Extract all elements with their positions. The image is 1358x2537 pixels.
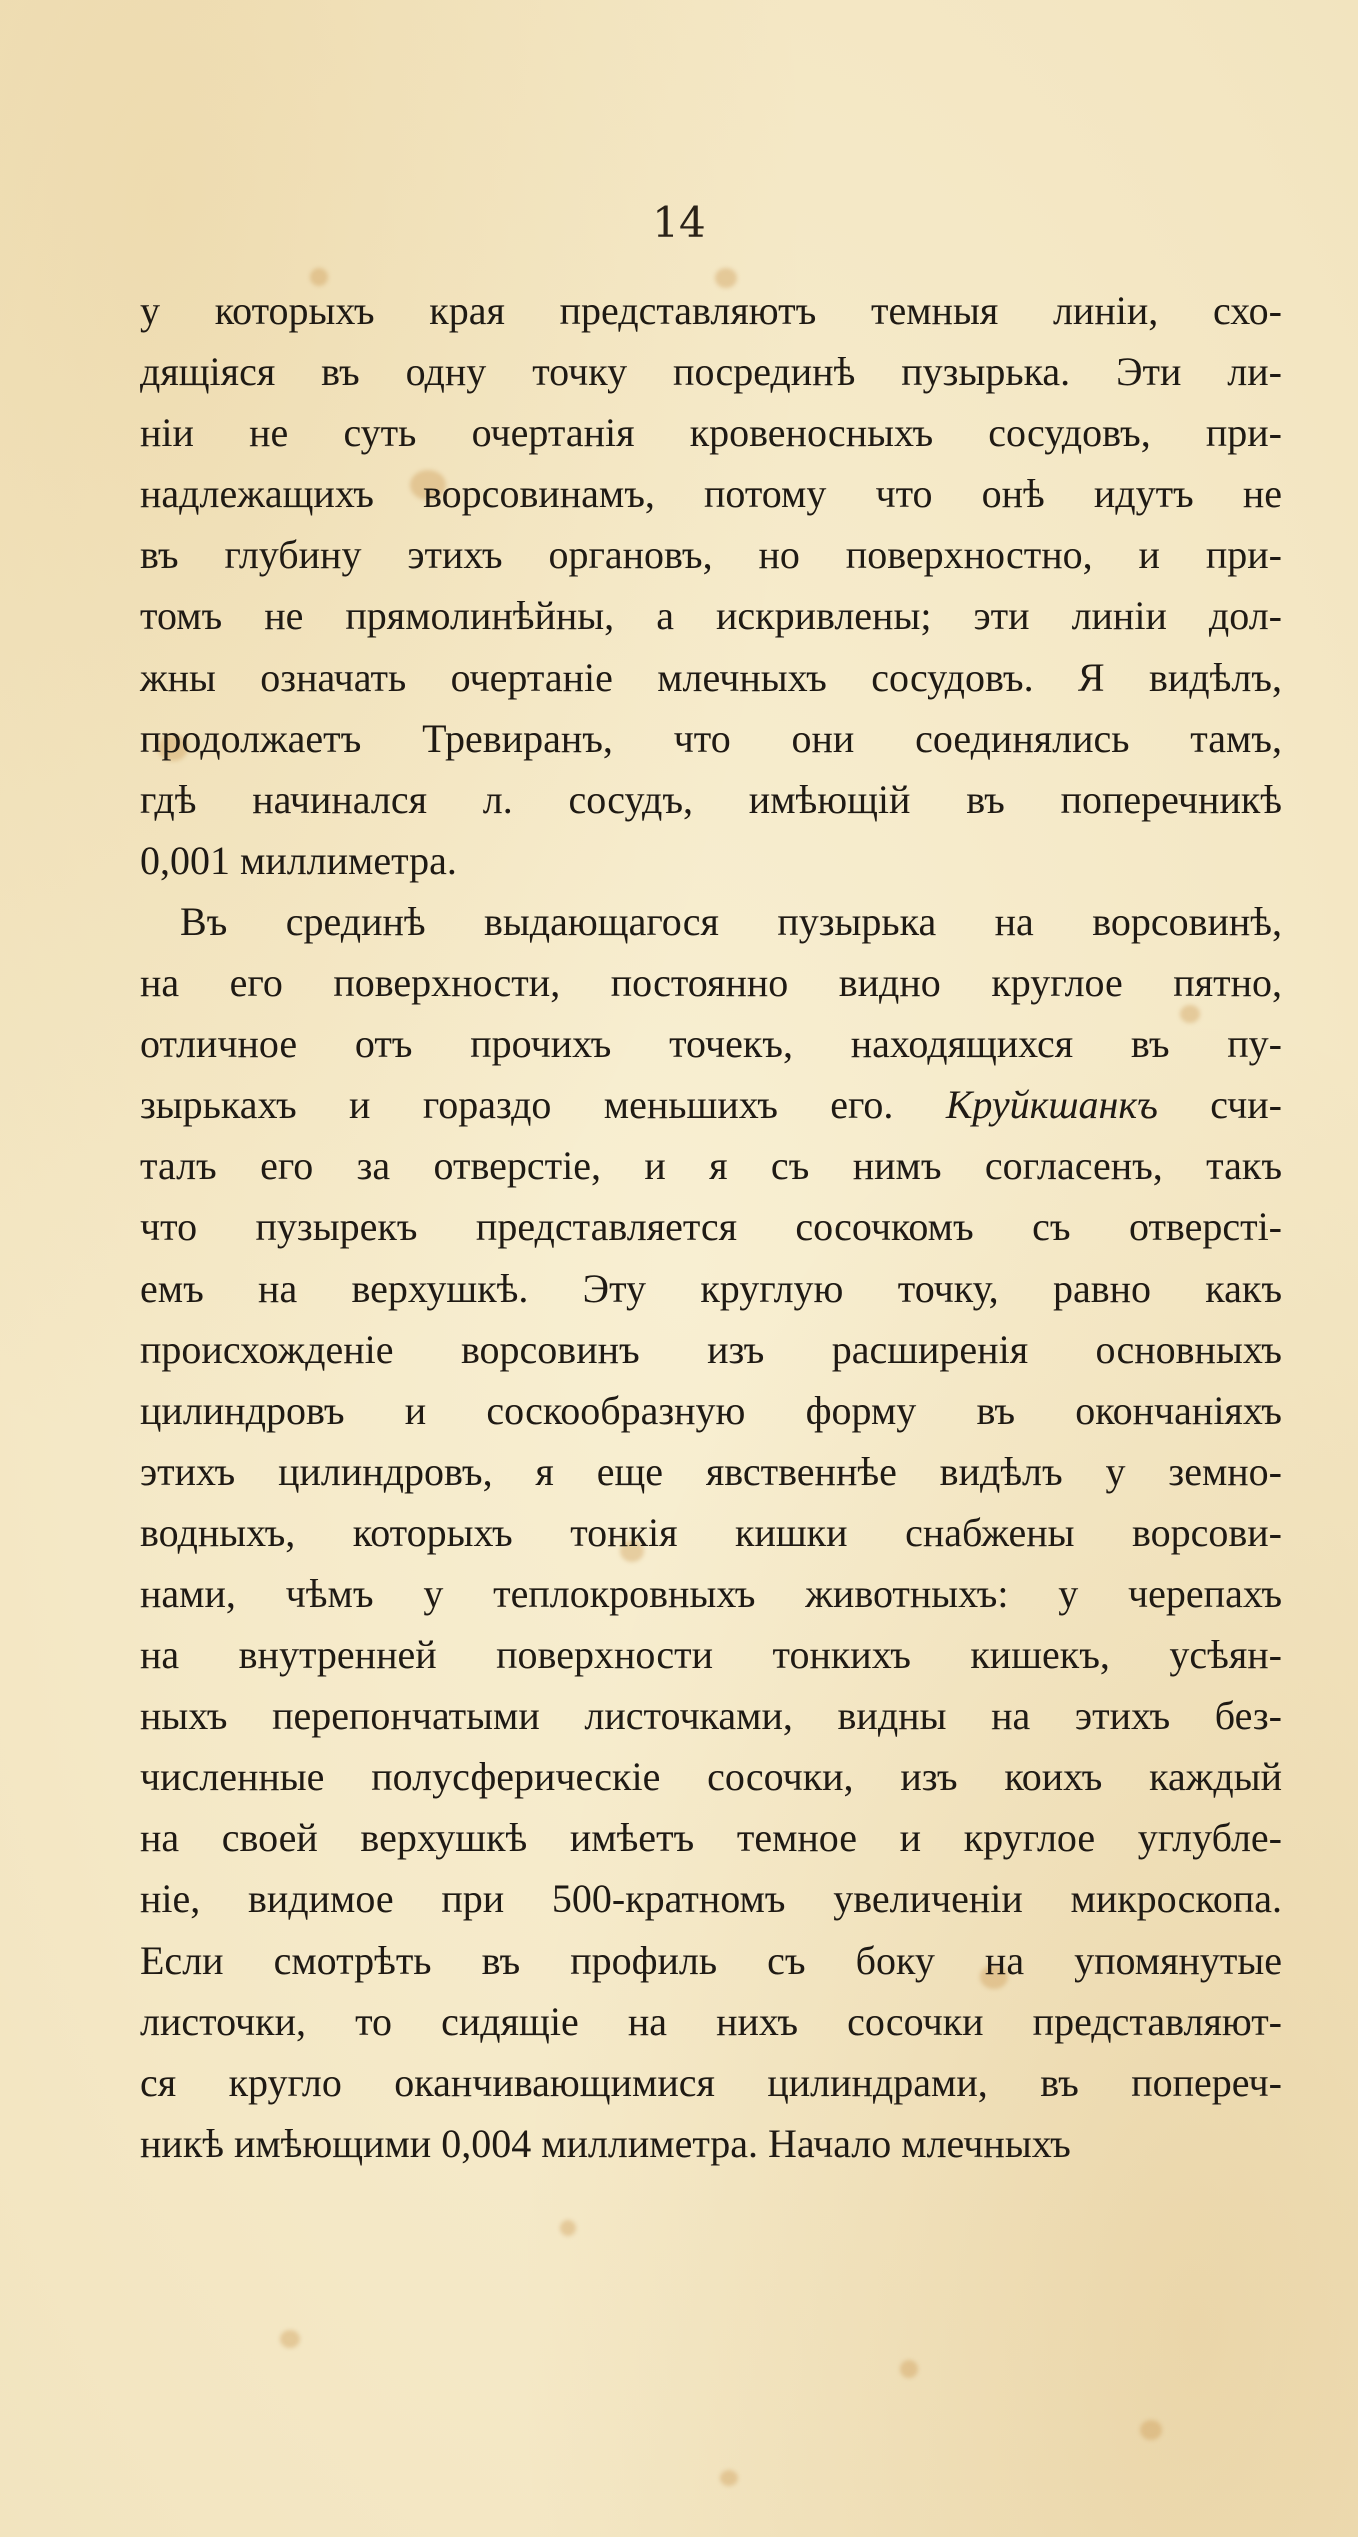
text-line: листочки, то сидящіе на нихъ сосочки представляют- — [140, 1998, 1282, 2044]
text-line: томъ не прямолинѣйны, а искривлены; эти линіи дол- — [140, 593, 1282, 639]
text-line: на внутренней поверхности тонкихъ кишекъ, усѣян- — [140, 1632, 1282, 1678]
paragraph — [140, 280, 1282, 891]
text-line: что пузырекъ представляется сосочкомъ съ отверсті- — [140, 1204, 1282, 1250]
text-line: талъ его за отверстіе, и я съ нимъ согласенъ, такъ — [140, 1143, 1282, 1189]
text-line: жны означать очертаніе млечныхъ сосудовъ. Я видѣлъ, — [140, 654, 1282, 700]
text-line: Если смотрѣть въ профиль съ боку на упомянутые — [140, 1937, 1282, 1983]
text-line: на своей верхушкѣ имѣетъ темное и круглое углубле- — [140, 1815, 1282, 1861]
text-line: происхожденіе ворсовинъ изъ расширенія основныхъ — [140, 1326, 1282, 1372]
foxing-spot — [1140, 2420, 1162, 2440]
text-line: на его поверхности, постоянно видно круглое пятно, — [140, 960, 1282, 1006]
text-line: численные полусферическіе сосочки, изъ коихъ каждый — [140, 1754, 1282, 1800]
text-line: этихъ цилиндровъ, я еще явственнѣе видѣлъ у земно- — [140, 1448, 1282, 1494]
text-line: нами, чѣмъ у теплокровныхъ животныхъ: у черепахъ — [140, 1570, 1282, 1616]
text-line: дящіяся въ одну точку посрединѣ пузырька. Эти ли- — [140, 349, 1282, 395]
text-line: отличное отъ прочихъ точекъ, находящихся въ пу- — [140, 1021, 1282, 1067]
page-number: 14 — [652, 198, 706, 247]
text-line: цилиндровъ и соскообразную форму въ окончаніяхъ — [140, 1387, 1282, 1433]
text-line: у которыхъ края представляютъ темныя линіи, схо- — [140, 288, 1282, 333]
foxing-spot — [560, 2220, 576, 2236]
text-line: никѣ имѣющими 0,004 миллиметра. Начало млечныхъ — [140, 2120, 1071, 2166]
text-line: Въ срединѣ выдающагося пузырька на ворсовинѣ, — [180, 898, 1282, 944]
text-line: надлежащихъ ворсовинамъ, потому что онѣ идутъ не — [140, 471, 1282, 517]
text-line: гдѣ начинался л. сосудъ, имѣющій въ поперечникѣ — [140, 776, 1282, 822]
text-line: зырькахъ и гораздо меньшихъ его. Круйкшанкъ счи- — [140, 1082, 1283, 1128]
text-line: ніе, видимое при 500-кратномъ увеличеніи микроскопа. — [140, 1876, 1282, 1922]
text-line: ся кругло оканчивающимися цилиндрами, въ попереч- — [140, 2059, 1282, 2105]
foxing-spot — [280, 2330, 300, 2348]
text-line: емъ на верхушкѣ. Эту круглую точку, равно какъ — [140, 1265, 1282, 1311]
text-line: ныхъ перепончатыми листочками, видны на этихъ без- — [140, 1693, 1282, 1739]
italic-name: Круйкшанкъ — [945, 1082, 1158, 1128]
text-line: 0,001 миллиметра. — [140, 837, 457, 883]
body-text — [140, 280, 1282, 2174]
text-line: водныхъ, которыхъ тонкія кишки снабжены ворсови- — [140, 1509, 1282, 1555]
text-line: ніи не суть очертанія кровеносныхъ сосудовъ, при- — [140, 410, 1282, 456]
text-line: въ глубину этихъ органовъ, но поверхностно, и при- — [140, 532, 1282, 578]
foxing-spot — [720, 2470, 738, 2486]
foxing-spot — [900, 2360, 918, 2378]
text-line: продолжаетъ Тревиранъ, что они соединялись тамъ, — [140, 715, 1282, 761]
paragraph — [140, 891, 1282, 2174]
